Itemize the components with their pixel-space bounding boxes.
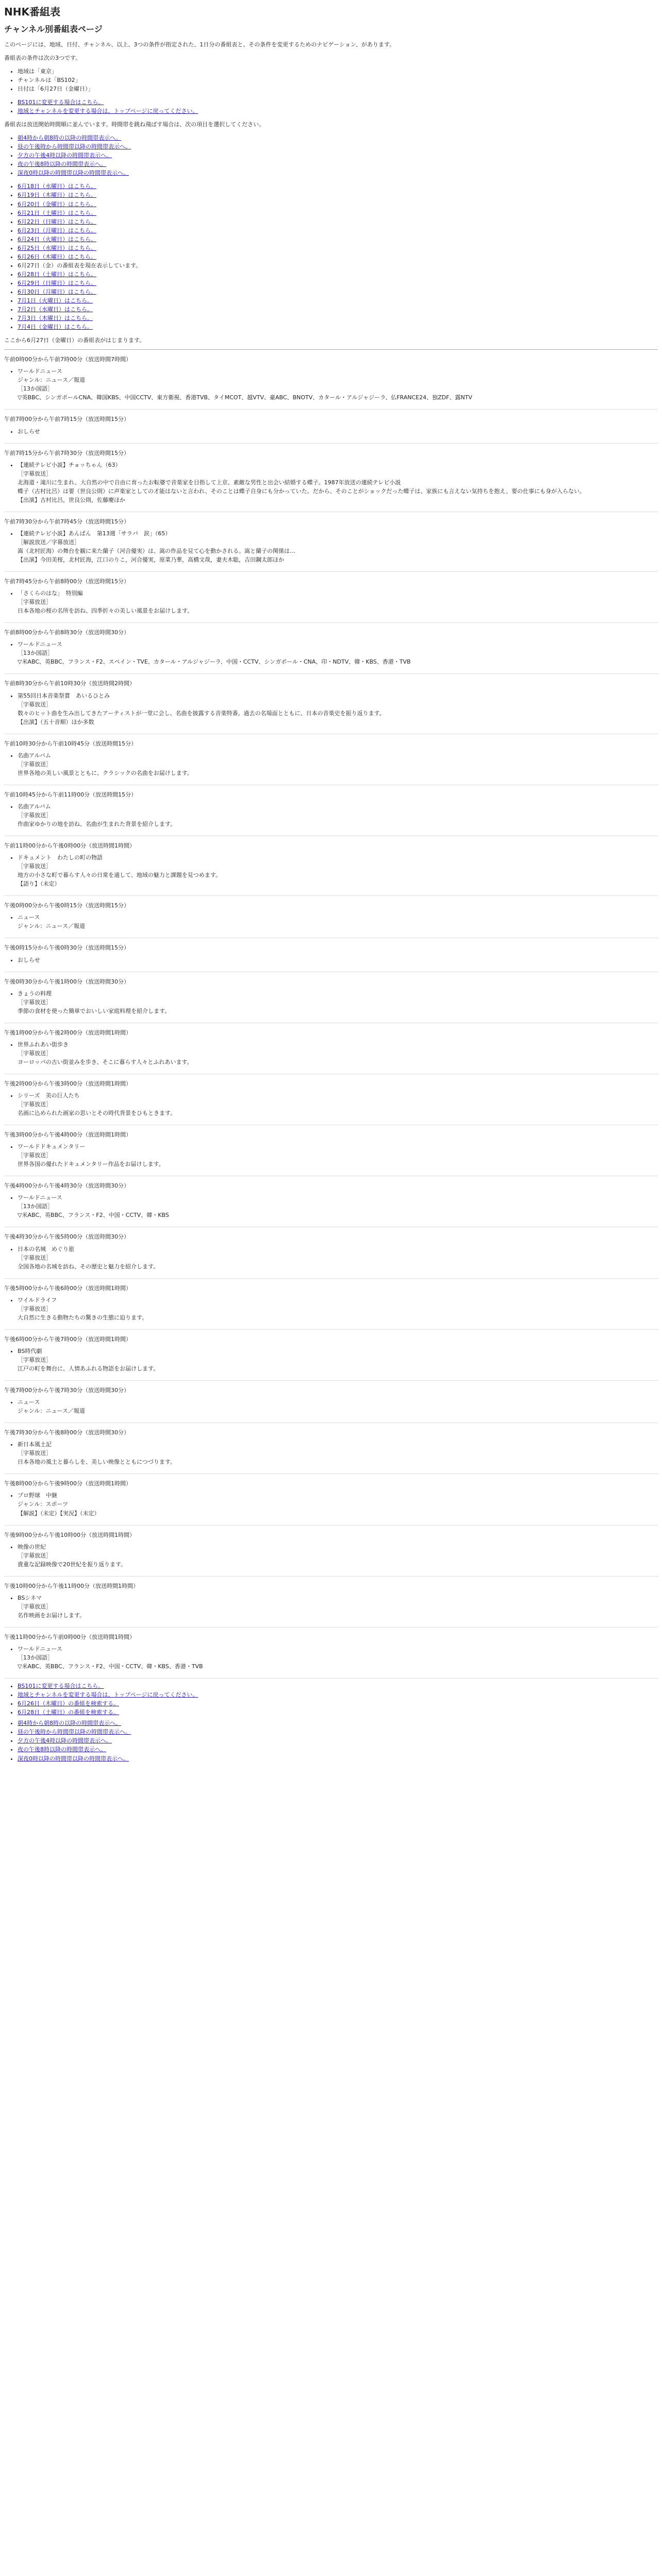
program-time: 午前7時45分から午前8時00分（放送時間15分） — [4, 578, 129, 585]
program-description: 大自然に生きる動物たちの驚きの生態に迫ります。 — [18, 1314, 148, 1321]
date-link[interactable]: 6月29日（日曜日）はこちら。 — [18, 279, 96, 286]
conditions-intro: 番組表の条件は次の3つです。 — [4, 54, 81, 61]
program-description: 世界各国の優れたドキュメンタリー作品をお届けします。 — [18, 1161, 164, 1168]
program-entry — [4, 974, 658, 1023]
date-item — [18, 191, 658, 199]
program-details — [4, 1491, 658, 1517]
program-entry — [4, 1476, 658, 1525]
program-description: ▽米ABC、英BBC、フランス・F2、スペイン・TVE、カタール・アルジャジーラ、中国・CCTV、シンガポール・CNA、印・NDTV、韓・KBS、香港・TVB — [18, 658, 411, 666]
program-description: ヨーロッパの古い街並みを歩き、そこに暮らす人々とふれあいます。 — [18, 1058, 193, 1065]
program-genre: ［字幕放送］ — [18, 1305, 52, 1312]
program-entry — [4, 1281, 658, 1330]
program-details — [4, 367, 658, 402]
program-entry — [4, 1332, 658, 1381]
program-description: 日本各地の風土と暮らしを、美しい映像とともにつづります。 — [18, 1459, 176, 1466]
program-details — [4, 529, 658, 564]
date-item — [18, 305, 658, 314]
program-time: 午前10時45分から午前11時00分（放送時間15分） — [4, 791, 137, 798]
program-time: 午後10時00分から午後11時00分（放送時間1時間） — [4, 1582, 139, 1589]
date-link[interactable]: 6月23日（月曜日）はこちら。 — [18, 227, 96, 234]
program-title: • BSシネマ ［字幕放送］ 名作映画をお届けします。 — [18, 1594, 658, 1620]
program-description: 江戸の町を舞台に、人情あふれる物語をお届けします。 — [18, 1365, 159, 1372]
program-details — [4, 989, 658, 1015]
date-link[interactable]: 6月25日（水曜日）はこちら。 — [18, 244, 96, 251]
time-item — [18, 133, 658, 142]
date-item — [18, 209, 658, 217]
program-entry — [4, 574, 658, 623]
program-title: • 日本の名城 めぐり旅 ［字幕放送］ 全国各地の名城を訪ね、その歴史と魅力を紹介します。 — [18, 1245, 658, 1271]
program-entry — [4, 352, 658, 410]
change-link[interactable]: 地域とチャンネルを変更する場合は、トップページに戻ってください。 — [18, 108, 198, 115]
program-entry — [4, 898, 658, 938]
program-title: • 名曲アルバム ［字幕放送］ 作曲家ゆかりの地を訪ね、名曲が生まれた背景を紹介します。 — [18, 802, 658, 828]
program-description: 世界各地の美しい風景とともに、クラシックの名曲をお届けします。 — [18, 769, 193, 776]
change-bottom-item — [18, 1708, 658, 1717]
program-time: 午後2時00分から午後3時00分（放送時間1時間） — [4, 1080, 131, 1087]
program-list — [4, 352, 658, 1679]
program-title: • 世界ふれあい街歩き ［字幕放送］ ヨーロッパの古い街並みを歩き、そこに暮らす人々とふれあいます。 — [18, 1040, 658, 1066]
program-genre: ［字幕放送］ — [18, 1356, 52, 1363]
program-description: 嵩（北村匠海）の舞台を観に来た蘭子（河合優実）は、嵩の作品を見て心を動かされる。嵩と蘭子の関係は… — [18, 548, 295, 554]
program-entry — [4, 736, 658, 785]
date-link[interactable]: 7月2日（水曜日）はこちら。 — [18, 306, 93, 313]
program-description: 【出演】今田美桜，北村匠海，江口のりこ，河合優実，原菜乃華，高橋文哉，妻夫木聡，吉田鋼太郎ほか — [18, 556, 284, 564]
program-description: ▽米ABC、英BBC、フランス・F2、中国・CCTV、韓・KBS、香港・TVB — [18, 1663, 203, 1670]
footer-time-link[interactable]: 昼の午後時から時間帯以降の時間帯表示へ。 — [18, 1728, 131, 1736]
change-link[interactable]: BS101に変更する場合はこちら。 — [18, 99, 104, 106]
program-entry — [4, 1630, 658, 1679]
program-title: • シリーズ 美の巨人たち ［字幕放送］ 名画に込められた画家の思いとその時代背景をひもときます。 — [18, 1091, 658, 1117]
program-time: 午前7時15分から午前7時30分（放送時間15分） — [4, 449, 129, 456]
program-genre: ジャンル：スポーツ — [18, 1501, 69, 1508]
change-item — [18, 98, 658, 107]
program-title: • プロ野球 中継 ジャンル：スポーツ 【解説】（未定）【実況】（未定） — [18, 1491, 658, 1517]
date-link[interactable]: 6月28日（土曜日）はこちら。 — [18, 270, 96, 278]
change-item — [18, 107, 658, 115]
page-title: チャンネル別番組表ページ — [4, 24, 103, 34]
program-genre: ［字幕放送］ — [18, 1603, 52, 1610]
change-links-bottom — [4, 1682, 658, 1717]
date-links — [4, 182, 658, 331]
date-link[interactable]: 6月20日（金曜日）はこちら。 — [18, 200, 96, 208]
program-details — [4, 1440, 658, 1466]
program-time: 午後9時00分から午後10時00分（放送時間1時間） — [4, 1531, 135, 1538]
change-bottom-link[interactable]: 6月26日（木曜日）の番組を検索する。 — [18, 1700, 119, 1707]
date-item — [18, 314, 658, 323]
program-genre: ［字幕放送］ — [18, 760, 52, 768]
time-intro: 番組表は放送開始時間順に並んでいます。時間帯を跳ね飛ばす場合は、次の項目を選択してください。 — [4, 121, 265, 128]
program-genre: ジャンル：ニュース／報道 — [18, 377, 85, 384]
date-link[interactable]: 7月4日（金曜日）はこちら。 — [18, 324, 93, 331]
program-details — [4, 640, 658, 666]
program-title: • 映像の世紀 ［字幕放送］ 貴重な記録映像で20世紀を振り返ります。 — [18, 1543, 658, 1569]
program-details — [4, 1543, 658, 1569]
change-bottom-link[interactable]: 地域とチャンネルを変更する場合は、トップページに戻ってください。 — [18, 1691, 198, 1699]
program-title: • ワイルドライフ ［字幕放送］ 大自然に生きる動物たちの驚きの生態に迫ります。 — [18, 1296, 658, 1322]
program-genre: ［字幕放送］ — [18, 599, 52, 606]
program-details — [4, 751, 658, 777]
program-time: 午前0時00分から午前7時00分（放送時間7時間） — [4, 356, 131, 363]
change-bottom-link[interactable]: 6月28日（土曜日）の番組を検索する。 — [18, 1709, 119, 1716]
program-title: • ワールドニュース ［13か国語］ ▽米ABC、英BBC、フランス・F2、中国・CCTV、韓・KBS — [18, 1193, 658, 1219]
time-item — [18, 168, 658, 177]
footer-time-item — [18, 1719, 658, 1727]
program-description: ［13か国語］ — [18, 385, 53, 393]
date-item — [18, 252, 658, 261]
date-item — [18, 226, 658, 235]
footer-time-link[interactable]: 夜の午後8時以降の時間帯表示へ。 — [18, 1746, 106, 1753]
program-description: 【出演】（五十音順）ほか多数 — [18, 718, 94, 725]
change-bottom-item — [18, 1699, 658, 1708]
program-genre: ジャンル：ニュース／報道 — [18, 1408, 85, 1415]
program-entry — [4, 1127, 658, 1176]
program-description: 作曲家ゆかりの地を訪ね、名曲が生まれた背景を紹介します。 — [18, 821, 176, 828]
program-genre: ［字幕放送］ — [18, 863, 52, 870]
date-item — [18, 279, 658, 287]
program-title: • 「さくらのはな」 特別編 ［字幕放送］ 日本各地の桜の名所を訪ね、四季折々の美しい風景をお届けします。 — [18, 589, 658, 615]
change-links — [4, 98, 658, 115]
program-title: • ドキュメント わたしの町の物語 ［字幕放送］ 地方の小さな町で暮らす人々の日常を通して、地域の魅力と課題を見つめます。 【語り】（未定） — [18, 853, 658, 888]
program-entry — [4, 676, 658, 734]
program-details — [4, 1296, 658, 1322]
program-title: • ワールドドキュメンタリー ［字幕放送］ 世界各国の優れたドキュメンタリー作品をお届けします。 — [18, 1142, 658, 1168]
date-item — [18, 235, 658, 244]
program-description: 【解説】（未定）【実況】（未定） — [18, 1510, 100, 1517]
program-description: 季節の食材を使った簡単でおいしい家庭料理を紹介します。 — [18, 1007, 171, 1014]
program-description: 数々のヒット曲を生み出してきたアーティストが一堂に会し、名曲を披露する音楽特番。過去の名場面とともに、日本の音楽史を振り返ります。 — [18, 709, 385, 717]
program-time: 午前8時30分から午前10時30分（放送時間2時間） — [4, 680, 135, 687]
date-link[interactable]: 6月21日（土曜日）はこちら。 — [18, 209, 96, 216]
program-title: • ワールドニュース ［13か国語］ ▽米ABC、英BBC、フランス・F2、スペイン・TVE、カタール・アルジャジーラ、中国・CCTV、シンガポール・CNA、印・NDTV、韓・KBS、香港・TVB — [18, 640, 658, 666]
date-item — [18, 244, 658, 252]
program-genre: ［13か国語］ — [18, 1654, 53, 1662]
change-bottom-item — [18, 1682, 658, 1690]
program-entry — [4, 1528, 658, 1577]
program-title: • きょうの料理 ［字幕放送］ 季節の食材を使った簡単でおいしい家庭料理を紹介します。 — [18, 989, 658, 1015]
program-time: 午後0時00分から午後0時15分（放送時間15分） — [4, 902, 129, 909]
program-details — [4, 461, 658, 504]
footer-time-item — [18, 1754, 658, 1763]
program-time: 午後3時00分から午後4時00分（放送時間1時間） — [4, 1131, 131, 1139]
program-entry — [4, 1025, 658, 1074]
footer-time-link[interactable]: 深夜0時以降の時間帯以降の時間帯表示へ。 — [18, 1755, 129, 1762]
footer-time-item — [18, 1745, 658, 1754]
footer-time-link[interactable]: 朝4時から朝8時の以降の時間帯表示へ。 — [18, 1720, 121, 1727]
program-entry — [4, 940, 658, 972]
program-time: 午後11時00分から午前0時00分（放送時間1時間） — [4, 1633, 135, 1640]
date-item — [18, 182, 658, 191]
program-title: • 第55回日本音楽祭賞 あいるひとみ ［字幕放送］ 数々のヒット曲を生み出してきたアーティストが一堂に会し、名曲を披露する音楽特番。過去の名場面とともに、日本の音楽史を振り返ります。 【出演】（五十音順）ほか多数 — [18, 691, 658, 726]
program-description: 北海道・滝川に生まれ、大自然の中で自由に育ったお転婆で音楽家を目指して上京、素敵な男性と出会い結婚する蝶子。1987年放送の連続テレビ小説 — [18, 479, 401, 486]
program-details — [4, 589, 658, 615]
program-details — [4, 802, 658, 828]
program-time: 午前10時30分から午前10時45分（放送時間15分） — [4, 740, 137, 747]
program-genre: ［字幕放送］ — [18, 1049, 52, 1057]
program-title: • ワールドニュース ［13か国語］ ▽米ABC、英BBC、フランス・F2、中国・CCTV、韓・KBS、香港・TVB — [18, 1645, 658, 1671]
program-genre: ［字幕放送］ — [18, 1254, 52, 1261]
program-genre: ［13か国語］ — [18, 650, 53, 657]
program-details — [4, 913, 658, 930]
program-title: • 新日本風土記 ［字幕放送］ 日本各地の風土と暮らしを、美しい映像とともにつづります。 — [18, 1440, 658, 1466]
program-genre: ［字幕放送］ — [18, 811, 52, 819]
program-entry — [4, 838, 658, 896]
divider — [4, 349, 658, 350]
program-details — [4, 1594, 658, 1620]
conditions-list — [4, 67, 658, 93]
program-genre: ［字幕放送］ — [18, 1450, 52, 1457]
program-description: 名画に込められた画家の思いとその時代背景をひもときます。 — [18, 1110, 176, 1117]
time-item — [18, 142, 658, 151]
date-item: • 6月27日（金）の番組表を現在表示しています。 — [18, 261, 658, 270]
program-details — [4, 1398, 658, 1415]
program-description: 地方の小さな町で暮らす人々の日常を通して、地域の魅力と課題を見つめます。 — [18, 872, 221, 879]
footer-time-item — [18, 1727, 658, 1736]
date-link[interactable]: 7月3日（木曜日）はこちら。 — [18, 315, 93, 322]
program-details — [4, 691, 658, 726]
program-time: 午後4時00分から午後4時30分（放送時間30分） — [4, 1182, 129, 1190]
program-description: 蝶子（古村比呂）は要（世良公則）に声楽家としての才能はないと言われ、そのことは蝶子自身にも分かっていた。だから、そのことがショックだった蝶子は、家族にも言えない気持ちを抱え、要の仕事にも身が入らない。 — [18, 487, 586, 495]
date-link[interactable]: 6月30日（月曜日）はこちら。 — [18, 288, 96, 295]
site-title: NHK番組表 — [4, 6, 60, 18]
program-details — [4, 853, 658, 888]
time-link[interactable]: 深夜0時以降の時間帯以降の時間帯表示へ。 — [18, 170, 129, 177]
program-description: 貴重な記録映像で20世紀を振り返ります。 — [18, 1561, 127, 1568]
time-link[interactable]: 夜の午後8時以降の時間帯表示へ。 — [18, 161, 106, 168]
program-entry — [4, 412, 658, 443]
program-genre: ［字幕放送］ — [18, 998, 52, 1006]
program-genre: ［字幕放送］ — [18, 701, 52, 708]
program-title: • ワールドニュース ジャンル：ニュース／報道 ［13か国語］ ▽英BBC、シンガポールCNA、韓国KBS、中国CCTV、東方衛視、香港TVB、タイMCOT、越VTV、豪ABC、BNOTV、カタール・アルジャジーラ、仏FRANCE24、独ZDF、露NTV — [18, 367, 658, 402]
list-intro: ここから6月27日（金曜日）の番組表がはじまります。 — [4, 337, 145, 344]
program-title: • 【連続テレビ小説】チョッちゃん（63） ［字幕放送］ 北海道・滝川に生まれ、大自然の中で自由に育ったお転婆で音楽家を目指して上京、素敵な男性と出会い結婚する蝶子。1987年放送の連続テレビ小説 蝶子（古村比呂）は要（世良公則）に声楽家としての才能はないと言われ、そのことは蝶子自身にも分かっていた。だから、そのことがショックだった蝶子は、家族にも言えない気持ちを抱え、要の仕事にも身が入らない。 【出演】古村比呂，世良公則，佐藤慶ほか — [18, 461, 658, 504]
program-title: • ニュース ジャンル：ニュース／報道 — [18, 913, 658, 930]
program-entry — [4, 1425, 658, 1474]
date-link[interactable]: 6月18日（水曜日）はこちら。 — [18, 183, 96, 190]
program-title: • BS時代劇 ［字幕放送］ 江戸の町を舞台に、人情あふれる物語をお届けします。 — [18, 1347, 658, 1373]
program-genre: ［字幕放送］ — [18, 1552, 52, 1559]
program-entry — [4, 1076, 658, 1125]
date-link[interactable]: 6月22日（日曜日）はこちら。 — [18, 218, 96, 225]
footer-time-link[interactable]: 夕方の午後4時以降の時間帯表示へ。 — [18, 1737, 112, 1744]
time-link[interactable]: 夕方の午後4時以降の時間帯表示へ。 — [18, 152, 112, 159]
program-genre: ［字幕放送］ — [18, 470, 52, 477]
program-title: • おしらせ — [18, 956, 658, 964]
program-title: • 【連続テレビ小説】あんぱん 第13週「サラバ 涙」（65） ［解説放送／字幕放送］ 嵩（北村匠海）の舞台を観に来た蘭子（河合優実）は、嵩の作品を見て心を動かされる。嵩と蘭子の関係は… 【出演】今田美桜，北村匠海，江口のりこ，河合優実，原菜乃華，高橋文哉，妻夫木聡，吉田鋼太郎ほか — [18, 529, 658, 564]
program-description: 全国各地の名城を訪ね、その歴史と魅力を紹介します。 — [18, 1263, 159, 1270]
program-genre: ［字幕放送］ — [18, 1152, 52, 1159]
date-link[interactable]: 6月24日（火曜日）はこちら。 — [18, 235, 96, 243]
program-time: 午後6時00分から午後7時00分（放送時間1時間） — [4, 1335, 131, 1343]
date-item — [18, 287, 658, 296]
date-item — [18, 296, 658, 305]
date-item — [18, 200, 658, 209]
program-details — [4, 1347, 658, 1373]
footer-time-item — [18, 1736, 658, 1745]
footer-time-links — [4, 1719, 658, 1762]
program-time: 午後0時15分から午後0時30分（放送時間15分） — [4, 944, 129, 952]
condition-item: • チャンネルは「BS102」 — [18, 76, 658, 84]
program-title: • 名曲アルバム ［字幕放送］ 世界各地の美しい風景とともに、クラシックの名曲をお届けします。 — [18, 751, 658, 777]
program-entry — [4, 1229, 658, 1278]
program-genre: ［字幕放送］ — [18, 1101, 52, 1108]
program-time: 午後5時00分から午後6時00分（放送時間1時間） — [4, 1284, 131, 1292]
program-entry — [4, 446, 658, 512]
program-description: ▽米ABC、英BBC、フランス・F2、中国・CCTV、韓・KBS — [18, 1212, 169, 1219]
program-description: 名作映画をお届けします。 — [18, 1612, 86, 1619]
time-links — [4, 133, 658, 177]
condition-item: • 地域は「東京」 — [18, 67, 658, 76]
program-description: 日本各地の桜の名所を訪ね、四季折々の美しい風景をお届けします。 — [18, 607, 193, 615]
program-time: 午後7時00分から午後7時30分（放送時間30分） — [4, 1387, 129, 1394]
change-bottom-item — [18, 1690, 658, 1699]
program-time: 午後4時30分から午後5時00分（放送時間30分） — [4, 1233, 129, 1241]
program-genre: ジャンル：ニュース／報道 — [18, 923, 85, 930]
condition-item: • 日付は「6月27日（金曜日）」 — [18, 84, 658, 93]
program-time: 午後8時00分から午後9時00分（放送時間1時間） — [4, 1480, 131, 1487]
program-details — [4, 1040, 658, 1066]
program-details — [4, 427, 658, 436]
date-item — [18, 217, 658, 226]
program-time: 午前11時00分から午後0時00分（放送時間1時間） — [4, 842, 135, 850]
change-bottom-link[interactable]: BS101に変更する場合はこちら。 — [18, 1683, 104, 1690]
page-intro: このページには、地域、日付、チャンネル、以上、3つの条件が指定された、1日分の番組表と、その条件を変更するためのナビゲーション、があります。 — [4, 41, 395, 48]
date-item — [18, 323, 658, 331]
program-details — [4, 956, 658, 964]
program-time: 午前7時30分から午前7時45分（放送時間15分） — [4, 518, 129, 525]
date-link[interactable]: 7月1日（火曜日）はこちら。 — [18, 297, 93, 304]
program-time: 午前7時00分から午前7時15分（放送時間15分） — [4, 416, 129, 423]
program-time: 午前8時00分から午前8時30分（放送時間30分） — [4, 629, 129, 636]
date-link[interactable]: 6月26日（木曜日）はこちら。 — [18, 253, 96, 260]
program-description: ▽英BBC、シンガポールCNA、韓国KBS、中国CCTV、東方衛視、香港TVB、タイMCOT、越VTV、豪ABC、BNOTV、カタール・アルジャジーラ、仏FRANCE24、独ZDF、露NTV — [18, 394, 472, 401]
program-genre: ［解説放送／字幕放送］ — [18, 538, 80, 546]
program-entry — [4, 787, 658, 836]
program-entry — [4, 514, 658, 572]
program-time: 午後7時30分から午後8時00分（放送時間30分） — [4, 1429, 129, 1436]
program-entry — [4, 625, 658, 674]
program-genre: ［13か国語］ — [18, 1203, 53, 1210]
time-item — [18, 151, 658, 160]
date-link[interactable]: 6月19日（木曜日）はこちら。 — [18, 192, 96, 199]
program-description: 【出演】古村比呂，世良公則，佐藤慶ほか — [18, 496, 125, 503]
program-details — [4, 1245, 658, 1271]
program-entry — [4, 1579, 658, 1628]
program-entry — [4, 1383, 658, 1423]
program-details — [4, 1193, 658, 1219]
program-details — [4, 1645, 658, 1671]
program-time: 午後1時00分から午後2時00分（放送時間1時間） — [4, 1029, 131, 1036]
time-item — [18, 160, 658, 168]
program-title: • ニュース ジャンル：ニュース／報道 — [18, 1398, 658, 1415]
time-link[interactable]: 朝4時から朝8時の以降の時間帯表示へ。 — [18, 134, 121, 142]
program-details — [4, 1091, 658, 1117]
time-link[interactable]: 昼の午後時から時間帯以降の時間帯表示へ。 — [18, 143, 131, 150]
date-item — [18, 270, 658, 279]
program-time: 午後0時30分から午後1時00分（放送時間30分） — [4, 978, 129, 985]
program-entry — [4, 1178, 658, 1227]
program-title: • おしらせ — [18, 427, 658, 436]
program-description: 【語り】（未定） — [18, 880, 60, 888]
program-details — [4, 1142, 658, 1168]
